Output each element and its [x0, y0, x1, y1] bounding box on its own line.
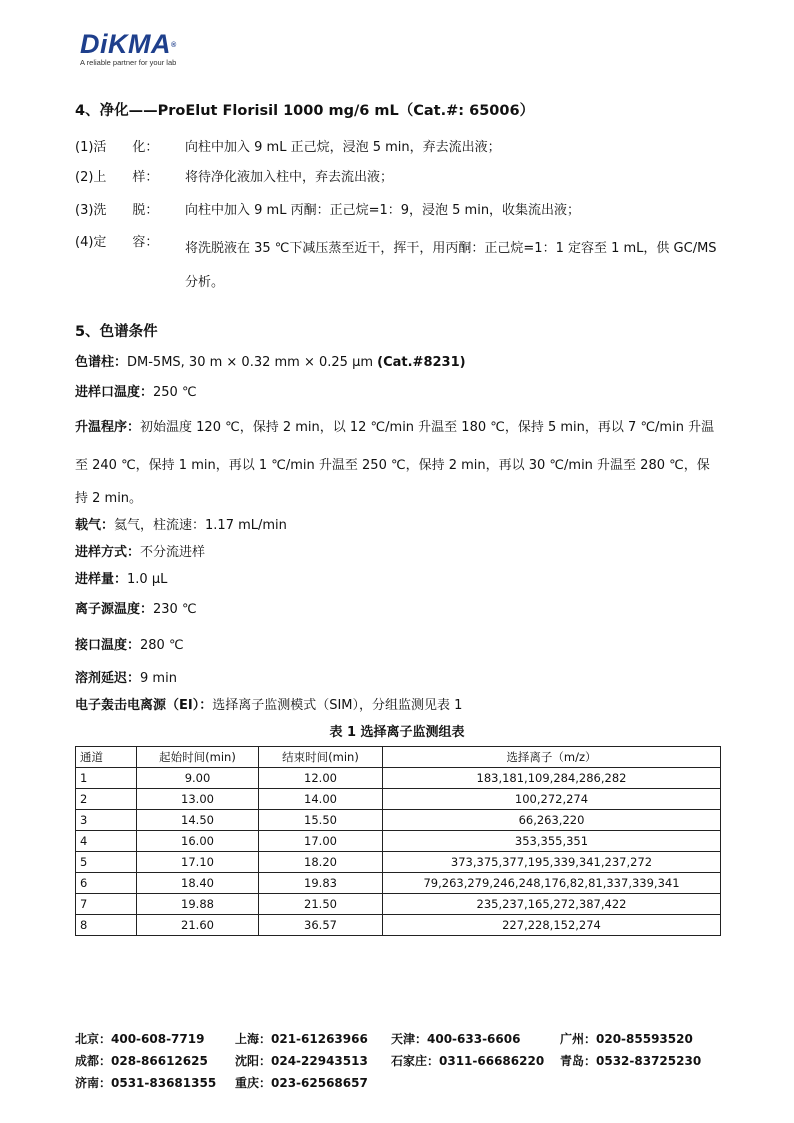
table-row [76, 873, 721, 894]
header-selected-ions: 选择离子（m/z） [383, 747, 721, 768]
source-temp-line [75, 598, 197, 617]
ei-source-line [75, 694, 462, 713]
cell-channel: 8 [76, 915, 137, 936]
cell-end: 18.20 [259, 852, 383, 873]
cell-start: 16.00 [137, 831, 259, 852]
logo-tagline: A reliable partner for your lab [80, 58, 177, 67]
column-value: DM-5MS, 30 m × 0.32 mm × 0.25 μm [127, 355, 378, 370]
registered-mark: ® [171, 42, 177, 49]
interface-temp-line [75, 634, 184, 653]
volume-label: 进样量： [75, 572, 128, 587]
cell-start: 9.00 [137, 768, 259, 789]
header-start-time: 起始时间(min) [137, 747, 259, 768]
step-text: 向柱中加入 9 mL 正己烷，浸泡 5 min，弃去流出液； [185, 140, 501, 155]
cell-ions: 227,228,152,274 [383, 915, 721, 936]
cell-start: 19.88 [137, 894, 259, 915]
column-cat: (Cat.#8231) [377, 355, 466, 370]
cell-ions: 79,263,279,246,248,176,82,81,337,339,341 [383, 873, 721, 894]
injection-volume-line [75, 568, 167, 587]
cell-end: 12.00 [259, 768, 383, 789]
cell-channel: 1 [76, 768, 137, 789]
cell-channel: 2 [76, 789, 137, 810]
cell-start: 14.50 [137, 810, 259, 831]
cell-start: 21.60 [137, 915, 259, 936]
header-channel: 通道 [76, 747, 137, 768]
step-label: (3)洗 脱： [75, 203, 159, 218]
cell-end: 17.00 [259, 831, 383, 852]
source-label: 离子源温度： [75, 602, 154, 617]
step-volume-label [75, 231, 185, 250]
contact-qingdao: 青岛：0532-83725230 [560, 1054, 702, 1068]
cell-end: 19.83 [259, 873, 383, 894]
contact-shenyang: 沈阳：024-22943513 [235, 1054, 368, 1068]
company-logo [80, 30, 200, 70]
step-label: (4)定 容： [75, 235, 159, 250]
footer-row [75, 1074, 735, 1096]
inlet-label: 进样口温度： [75, 385, 154, 400]
cell-start: 13.00 [137, 789, 259, 810]
contact-chengdu: 成都：028-86612625 [75, 1054, 208, 1068]
cell-channel: 6 [76, 873, 137, 894]
step-volume-text: 将洗脱液在 35 ℃下减压蒸至近干，挥干，用丙酮：正己烷=1：1 定容至 1 mL，供 GC/MS [185, 241, 717, 256]
contact-chongqing: 重庆：023-62568657 [235, 1076, 368, 1090]
table-row [76, 768, 721, 789]
cell-channel: 7 [76, 894, 137, 915]
mode-value: 不分流进样 [140, 545, 206, 560]
program-line-3: 持 2 min。 [75, 491, 143, 506]
cell-end: 14.00 [259, 789, 383, 810]
column-line [75, 351, 466, 370]
carrier-value: 氦气，柱流速：1.17 mL/min [114, 518, 287, 533]
column-label: 色谱柱： [75, 355, 128, 370]
cell-end: 36.57 [259, 915, 383, 936]
program-text-1: 初始温度 120 ℃，保持 2 min，以 12 ℃/min 升温至 180 ℃，保持 5 min，再以 7 ℃/min 升温 [140, 420, 715, 435]
step-label: (1)活 化： [75, 140, 159, 155]
inlet-line [75, 381, 197, 400]
table-1-caption: 表 1 选择离子监测组表 [329, 725, 465, 740]
inlet-value: 250 ℃ [153, 385, 197, 400]
interface-label: 接口温度： [75, 638, 141, 653]
delay-value: 9 min [140, 671, 177, 686]
cell-ions: 100,272,274 [383, 789, 721, 810]
cell-ions: 66,263,220 [383, 810, 721, 831]
cell-channel: 3 [76, 810, 137, 831]
contact-tianjin: 天津：400-633-6606 [391, 1032, 521, 1046]
header-end-time: 结束时间(min) [259, 747, 383, 768]
contact-beijing: 北京：400-608-7719 [75, 1032, 205, 1046]
footer-row [75, 1052, 735, 1074]
cell-ions: 373,375,377,195,339,341,237,272 [383, 852, 721, 873]
cell-start: 18.40 [137, 873, 259, 894]
carrier-line [75, 514, 287, 533]
carrier-label: 载气： [75, 518, 115, 533]
cell-ions: 353,355,351 [383, 831, 721, 852]
step-volume-text-cont: 分析。 [185, 275, 225, 290]
table-row [76, 852, 721, 873]
table-row [76, 894, 721, 915]
table-row [76, 789, 721, 810]
contact-shijiazhuang: 石家庄：0311-66686220 [391, 1054, 545, 1068]
cell-ions: 235,237,165,272,387,422 [383, 894, 721, 915]
section-5-heading: 5、色谱条件 [75, 324, 158, 340]
table-row [76, 831, 721, 852]
program-line-2: 至 240 ℃，保持 1 min，再以 1 ℃/min 升温至 250 ℃，保持 2 min，再以 30 ℃/min 升温至 280 ℃，保 [75, 458, 710, 473]
contact-jinan: 济南：0531-83681355 [75, 1076, 217, 1090]
mode-label: 进样方式： [75, 545, 141, 560]
ei-label: 电子轰击电离源（EI）： [75, 698, 213, 713]
cell-end: 21.50 [259, 894, 383, 915]
contact-footer [75, 1030, 735, 1096]
table-row [76, 810, 721, 831]
table-header-row [76, 747, 721, 768]
cell-end: 15.50 [259, 810, 383, 831]
sim-group-table [75, 746, 721, 936]
cell-channel: 5 [76, 852, 137, 873]
step-text: 将待净化液加入柱中，弃去流出液； [185, 170, 394, 185]
logo-brand: DiKMA® [80, 29, 177, 59]
contact-guangzhou: 广州：020-85593520 [560, 1032, 693, 1046]
step-text: 向柱中加入 9 mL 丙酮：正己烷=1：9，浸泡 5 min，收集流出液； [185, 203, 581, 218]
source-value: 230 ℃ [153, 602, 197, 617]
table-row [76, 915, 721, 936]
ei-value: 选择离子监测模式（SIM），分组监测见表 1 [212, 698, 463, 713]
cell-ions: 183,181,109,284,286,282 [383, 768, 721, 789]
program-line-1 [75, 416, 714, 435]
solvent-delay-line [75, 667, 177, 686]
interface-value: 280 ℃ [140, 638, 184, 653]
injection-mode-line [75, 541, 205, 560]
step-loading [75, 166, 393, 185]
cell-start: 17.10 [137, 852, 259, 873]
program-label: 升温程序： [75, 420, 141, 435]
step-elution [75, 199, 580, 218]
section-4-heading: 4、净化——ProElut Florisil 1000 mg/6 mL（Cat.#: 65006） [75, 103, 535, 119]
step-label: (2)上 样： [75, 170, 159, 185]
volume-value: 1.0 μL [127, 572, 168, 587]
footer-row [75, 1030, 735, 1052]
cell-channel: 4 [76, 831, 137, 852]
contact-shanghai: 上海：021-61263966 [235, 1032, 368, 1046]
step-activation [75, 136, 501, 155]
delay-label: 溶剂延迟： [75, 671, 141, 686]
